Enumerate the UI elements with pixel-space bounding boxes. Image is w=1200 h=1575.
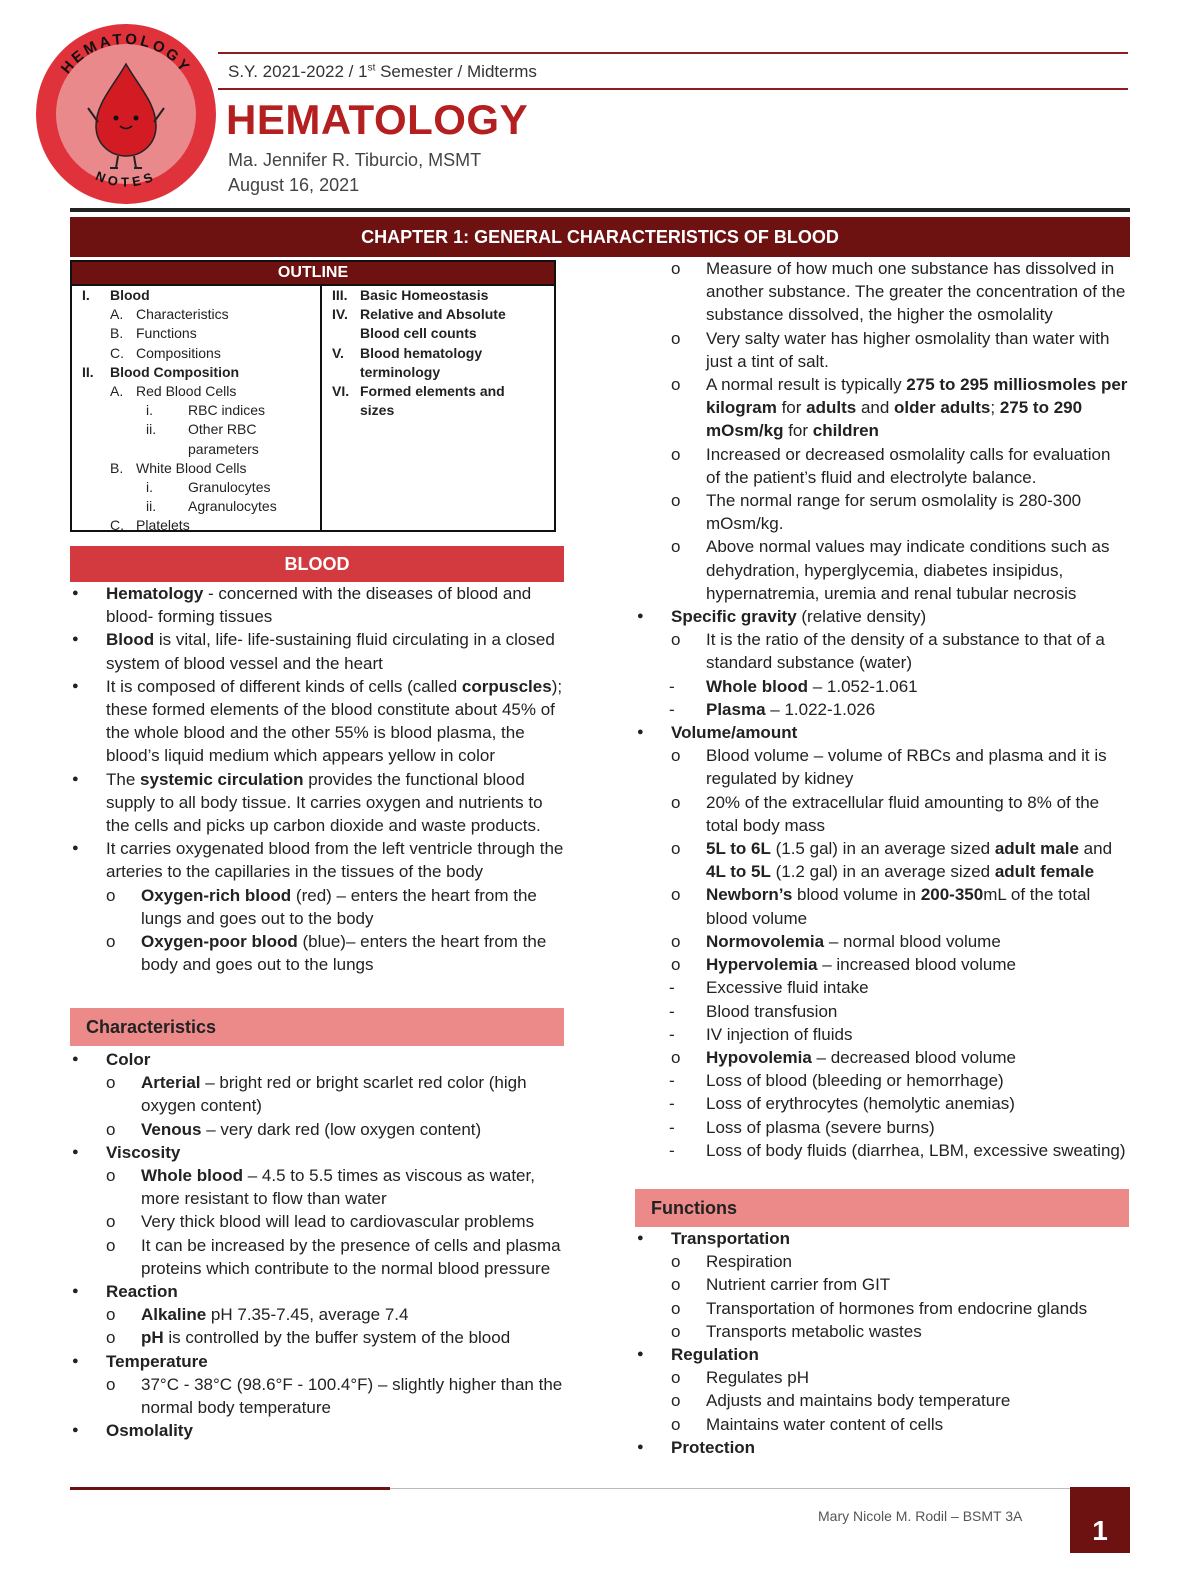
chapter-banner: CHAPTER 1: GENERAL CHARACTERISTICS OF BLOOD — [70, 217, 1130, 257]
list-item-text: Whole blood – 1.052-1.061 — [706, 676, 918, 696]
outline-item-label: Relative and Absolute — [360, 306, 506, 323]
bullet-marker: - — [669, 1001, 675, 1021]
outline-item — [72, 516, 320, 535]
list-item-text: Transportation of hormones from endocrine glands — [706, 1298, 1088, 1318]
outline-item-number: I. — [82, 287, 90, 303]
outline-item — [72, 420, 320, 439]
list-item-text: Whole blood – 4.5 to 5.5 times as viscous as water, more resistant to flow than water — [141, 1166, 535, 1209]
list-item-text: Above normal values may indicate conditions such as dehydration, hyperglycemia, diabetes insipidus, hypernatremia, uremia and renal tubular necrosis — [706, 537, 1110, 603]
outline-item-label: Blood — [110, 287, 150, 303]
bullet-marker: o — [671, 1047, 681, 1067]
outline-item — [322, 286, 554, 305]
list-item — [635, 1273, 1129, 1296]
list-item-text: Alkaline pH 7.35-7.45, average 7.4 — [141, 1305, 409, 1325]
outline-left-column — [72, 286, 322, 534]
list-item-text: Loss of blood (bleeding or hemorrhage) — [706, 1071, 1004, 1091]
bullet-marker: ● — [72, 1145, 79, 1158]
bullet-marker: o — [106, 1328, 116, 1348]
list-item-text: Newborn’s blood volume in 200-350mL of the total blood volume — [706, 885, 1091, 928]
list-item-text: Blood is vital, life- life-sustaining fluid circulating in a closed system of blood vessel and the heart — [106, 630, 555, 673]
bullet-marker: o — [671, 630, 681, 650]
outline-item-label: Blood cell counts — [360, 325, 477, 342]
list-item — [635, 698, 1129, 721]
bullet-marker: ● — [72, 1354, 79, 1367]
outline-right-column — [322, 286, 554, 530]
bullet-marker: o — [106, 1212, 116, 1232]
list-item — [635, 605, 1129, 628]
functions-list — [635, 1227, 1129, 1459]
bullet-marker: - — [669, 978, 675, 998]
bullet-marker: o — [671, 885, 681, 905]
list-item — [635, 1000, 1129, 1023]
list-item — [70, 1210, 564, 1233]
blood-list — [70, 582, 564, 976]
list-item-text: Regulation — [671, 1345, 759, 1365]
footer-rule-light — [390, 1488, 1070, 1489]
bullet-marker: o — [671, 537, 681, 557]
list-item-text: Venous – very dark red (low oxygen content) — [141, 1119, 482, 1139]
bullet-marker: - — [669, 1071, 675, 1091]
list-item — [635, 1139, 1129, 1162]
bullet-marker: o — [671, 328, 681, 348]
list-item-text: 37°C - 38°C (98.6°F - 100.4°F) – slightly higher than the normal body temperature — [141, 1374, 563, 1418]
list-item — [635, 930, 1129, 953]
bullet-marker: ● — [637, 1232, 644, 1244]
outline-item-number: ii. — [146, 421, 157, 438]
list-item-text: Plasma – 1.022-1.026 — [706, 699, 876, 719]
list-item — [635, 1250, 1129, 1273]
list-item-text: It is composed of different kinds of cells (called corpuscles); these formed elements of the blood constitute about 45% of the whole blood and the other 55% is blood plasma, the blood’s liquid medium which appears yellow in color — [106, 676, 563, 766]
list-item-text: Specific gravity (relative density) — [671, 607, 927, 627]
bullet-marker: ● — [72, 1424, 79, 1437]
list-item — [635, 1436, 1129, 1459]
list-item-text: Volume/amount — [671, 723, 798, 743]
list-item — [635, 791, 1129, 837]
outline-item-label: terminology — [360, 363, 441, 380]
outline-item — [322, 401, 554, 420]
list-item — [70, 1350, 564, 1373]
outline-item — [322, 344, 554, 363]
outline-item-number: i. — [146, 478, 153, 495]
outline-item — [72, 324, 320, 343]
bullet-marker: ● — [72, 1285, 79, 1298]
list-item-text: Oxygen-poor blood (blue)– enters the heart from the body and goes out to the lungs — [141, 932, 547, 975]
list-item — [635, 976, 1129, 999]
outline-item-label: Agranulocytes — [188, 498, 277, 515]
list-item — [70, 768, 564, 838]
list-item — [635, 1069, 1129, 1092]
list-item — [70, 1280, 564, 1303]
list-item — [70, 930, 564, 976]
list-item — [635, 837, 1129, 883]
list-item — [635, 489, 1129, 535]
list-item-text: Reaction — [106, 1282, 178, 1302]
outline-item-label: Characteristics — [136, 306, 229, 323]
list-item-text: Excessive fluid intake — [706, 978, 869, 998]
bullet-marker: ● — [637, 610, 644, 623]
list-item-text: Osmolality — [106, 1421, 193, 1441]
bullet-marker: ● — [72, 842, 79, 855]
list-item-text: Very thick blood will lead to cardiovascular problems — [141, 1212, 535, 1232]
list-item — [635, 628, 1129, 674]
outline-item — [72, 401, 320, 420]
list-item-text: It carries oxygenated blood from the left ventricle through the arteries to the capillaries in the tissues of the body — [106, 839, 564, 882]
list-item-text: Respiration — [706, 1252, 792, 1272]
list-item-text: Viscosity — [106, 1142, 181, 1162]
bullet-marker: - — [669, 1140, 675, 1160]
bullet-marker: o — [671, 792, 681, 812]
osmolality-volume-list — [635, 257, 1129, 1162]
bullet-marker: o — [671, 259, 681, 278]
list-item-text: Loss of erythrocytes (hemolytic anemias) — [706, 1094, 1015, 1114]
outline-item-number: IV. — [332, 306, 348, 323]
list-item-text: Color — [106, 1050, 151, 1069]
bullet-marker: o — [106, 1305, 116, 1325]
list-item — [70, 1118, 564, 1141]
list-item — [70, 1303, 564, 1326]
list-item — [635, 373, 1129, 443]
bullet-marker: o — [671, 1414, 681, 1434]
list-item-text: Normovolemia – normal blood volume — [706, 931, 1001, 951]
svg-text:HEMATOLOGY: HEMATOLOGY — [57, 30, 195, 78]
list-item-text: It can be increased by the presence of cells and plasma proteins which contribute to the normal blood pressure — [141, 1235, 561, 1278]
list-item — [70, 675, 564, 768]
list-item-text: Very salty water has higher osmolality than water with just a tint of salt. — [706, 328, 1110, 371]
list-item-text: Increased or decreased osmolality calls for evaluation of the patient’s fluid and electrolyte balance. — [706, 444, 1111, 487]
outline-item-number: II. — [82, 363, 94, 380]
list-item — [635, 1092, 1129, 1115]
list-item — [635, 535, 1129, 605]
header-bottom-rule — [70, 208, 1130, 212]
list-item — [635, 327, 1129, 373]
list-item-text: Temperature — [106, 1351, 208, 1371]
page-title: HEMATOLOGY — [226, 96, 529, 143]
list-item — [635, 675, 1129, 698]
list-item-text: Loss of body fluids (diarrhea, LBM, excessive sweating) — [706, 1140, 1126, 1160]
outline-item-number: i. — [146, 402, 153, 419]
bullet-marker: ● — [72, 587, 79, 599]
list-item — [70, 837, 564, 883]
bullet-marker: o — [106, 1119, 116, 1139]
outline-item-number: A. — [110, 382, 124, 399]
list-item — [635, 1366, 1129, 1389]
bullet-marker: o — [106, 1166, 116, 1186]
list-item — [70, 582, 564, 628]
bullet-marker: - — [669, 699, 675, 719]
list-item — [70, 884, 564, 930]
svg-text:NOTES: NOTES — [93, 168, 159, 190]
outline-item-number: ii. — [146, 498, 157, 515]
outline-item-label: Compositions — [136, 344, 221, 361]
school-year: S.Y. 2021-2022 / 1st Semester / Midterms — [228, 62, 537, 81]
outline-heading: OUTLINE — [72, 262, 554, 286]
bullet-marker: o — [106, 1374, 116, 1394]
bullet-marker: o — [106, 885, 116, 905]
list-item — [635, 1023, 1129, 1046]
list-item — [70, 1419, 564, 1442]
section-characteristics: Characteristics — [70, 1008, 564, 1046]
bullet-marker: o — [671, 1368, 681, 1388]
outline-item-label: sizes — [360, 402, 395, 419]
list-item-text: Loss of plasma (severe burns) — [706, 1117, 935, 1137]
outline-box — [70, 260, 556, 532]
outline-item — [72, 478, 320, 497]
hematology-notes-logo — [34, 22, 218, 206]
outline-item-label: Blood hematology — [360, 344, 483, 361]
bullet-marker: ● — [72, 679, 79, 692]
outline-item-number: B. — [110, 459, 124, 476]
list-item — [635, 1297, 1129, 1320]
outline-item-label: Platelets — [136, 517, 190, 534]
list-item — [70, 1164, 564, 1210]
list-item — [635, 953, 1129, 976]
footer-rule — [70, 1487, 390, 1490]
list-item — [635, 257, 1129, 327]
header-mid-rule — [218, 88, 1128, 90]
outline-item — [322, 324, 554, 343]
author: Ma. Jennifer R. Tiburcio, MSMT — [228, 150, 482, 170]
outline-item-number: B. — [110, 325, 124, 342]
bullet-marker: ● — [72, 1053, 79, 1065]
outline-item-number: VI. — [332, 382, 350, 399]
bullet-marker: - — [669, 676, 675, 696]
outline-item-number: C. — [110, 517, 124, 534]
bullet-marker: o — [106, 1073, 116, 1093]
outline-item-label: RBC indices — [188, 402, 266, 419]
list-item-text: Blood volume – volume of RBCs and plasma and it is regulated by kidney — [706, 746, 1107, 789]
footer-author: Mary Nicole M. Rodil – BSMT 3A — [818, 1508, 1023, 1524]
list-item-text: Transportation — [671, 1229, 791, 1248]
list-item — [70, 1234, 564, 1280]
bullet-marker: o — [671, 1391, 681, 1411]
list-item — [635, 1227, 1129, 1250]
bullet-marker: o — [671, 491, 681, 511]
outline-item-label: Granulocytes — [188, 478, 271, 495]
list-item-text: Blood transfusion — [706, 1001, 838, 1021]
outline-item — [72, 382, 320, 401]
outline-item — [322, 382, 554, 401]
outline-item-number: A. — [110, 306, 124, 323]
bullet-marker: ● — [72, 633, 79, 646]
list-item — [635, 1389, 1129, 1412]
list-item-text: Hematology - concerned with the diseases of blood and blood- forming tissues — [106, 584, 532, 627]
bullet-marker: o — [671, 931, 681, 951]
bullet-marker: ● — [637, 1440, 644, 1453]
list-item-text: The normal range for serum osmolality is 280-300 mOsm/kg. — [706, 491, 1082, 534]
outline-item-label: Blood Composition — [110, 363, 240, 380]
bullet-marker: ● — [637, 726, 644, 739]
list-item-text: The systemic circulation provides the functional blood supply to all body tissue. It carries oxygen and nutrients to the cells and picks up carbon dioxide and waste products. — [106, 769, 543, 836]
outline-item-number: C. — [110, 344, 124, 361]
list-item — [70, 1373, 564, 1419]
list-item-text: IV injection of fluids — [706, 1024, 853, 1044]
outline-item-number: III. — [332, 287, 348, 303]
list-item-text: It is the ratio of the density of a substance to that of a standard substance (water) — [706, 630, 1105, 673]
list-item-text: Measure of how much one substance has dissolved in another substance. The greater the concentration of the substance dissolved, the higher the osmolality — [706, 259, 1126, 325]
bullet-marker: ● — [637, 1348, 644, 1361]
list-item-text: A normal result is typically 275 to 295 milliosmoles per kilogram for adults and older adults; 275 to 290 mOsm/kg for children — [706, 375, 1128, 441]
bullet-marker: - — [669, 1117, 675, 1137]
outline-item — [322, 305, 554, 324]
list-item-text: Adjusts and maintains body temperature — [706, 1391, 1011, 1411]
list-item — [635, 1413, 1129, 1436]
bullet-marker: o — [671, 839, 681, 859]
list-item-text: Arterial – bright red or bright scarlet red color (high oxygen content) — [141, 1073, 527, 1116]
bullet-marker: o — [106, 932, 116, 952]
outline-item — [72, 286, 320, 305]
list-item — [635, 744, 1129, 790]
bullet-marker: o — [671, 1275, 681, 1295]
outline-item — [72, 440, 320, 459]
bullet-marker: o — [671, 1298, 681, 1318]
date: August 16, 2021 — [228, 175, 360, 195]
outline-item-label: Formed elements and — [360, 382, 505, 399]
list-item — [70, 1071, 564, 1117]
bullet-marker: ● — [72, 772, 79, 785]
bullet-marker: o — [671, 444, 681, 464]
outline-item — [72, 363, 320, 382]
outline-item-label: White Blood Cells — [136, 459, 247, 476]
bullet-marker: o — [671, 1321, 681, 1341]
characteristics-list — [70, 1048, 564, 1442]
list-item-text: pH is controlled by the buffer system of the blood — [141, 1328, 511, 1348]
bullet-marker: o — [671, 375, 681, 395]
list-item-text: 20% of the extracellular fluid amounting to 8% of the total body mass — [706, 792, 1100, 835]
page-number: 1 — [1070, 1487, 1130, 1553]
bullet-marker: o — [671, 955, 681, 975]
list-item — [70, 1141, 564, 1164]
list-item — [70, 628, 564, 674]
outline-item-label: parameters — [188, 440, 259, 457]
list-item — [70, 1326, 564, 1349]
bullet-marker: - — [669, 1094, 675, 1114]
list-item-text: Regulates pH — [706, 1368, 810, 1388]
list-item — [635, 1046, 1129, 1069]
list-item-text: Transports metabolic wastes — [706, 1321, 922, 1341]
list-item-text: Oxygen-rich blood (red) – enters the heart from the lungs and goes out to the body — [141, 885, 537, 928]
list-item-text: Protection — [671, 1437, 756, 1457]
list-item — [635, 1320, 1129, 1343]
outline-item — [72, 459, 320, 478]
outline-item-number: V. — [332, 344, 344, 361]
list-item — [635, 1116, 1129, 1139]
bullet-marker: o — [106, 1235, 116, 1255]
outline-item — [72, 305, 320, 324]
list-item-text: Nutrient carrier from GIT — [706, 1275, 891, 1295]
outline-item-label: Functions — [136, 325, 197, 342]
list-item-text: Maintains water content of cells — [706, 1414, 944, 1434]
outline-item — [322, 363, 554, 382]
list-item-text: Hypervolemia – increased blood volume — [706, 955, 1016, 975]
list-item — [635, 883, 1129, 929]
bullet-marker: - — [669, 1024, 675, 1044]
bullet-marker: o — [671, 746, 681, 766]
list-item — [70, 1048, 564, 1071]
outline-item-label: Red Blood Cells — [136, 382, 237, 399]
header-top-rule — [218, 52, 1128, 54]
list-item — [635, 721, 1129, 744]
list-item-text: Hypovolemia – decreased blood volume — [706, 1047, 1016, 1067]
bullet-marker: o — [671, 1252, 681, 1272]
outline-item-label: Other RBC — [188, 421, 257, 438]
outline-item-label: Basic Homeostasis — [360, 287, 489, 303]
list-item — [635, 443, 1129, 489]
section-blood: BLOOD — [70, 546, 564, 582]
outline-item — [72, 497, 320, 516]
list-item-text: 5L to 6L (1.5 gal) in an average sized adult male and 4L to 5L (1.2 gal) in an average sized adult female — [706, 839, 1113, 882]
list-item — [635, 1343, 1129, 1366]
outline-item — [72, 344, 320, 363]
section-functions: Functions — [635, 1189, 1129, 1227]
